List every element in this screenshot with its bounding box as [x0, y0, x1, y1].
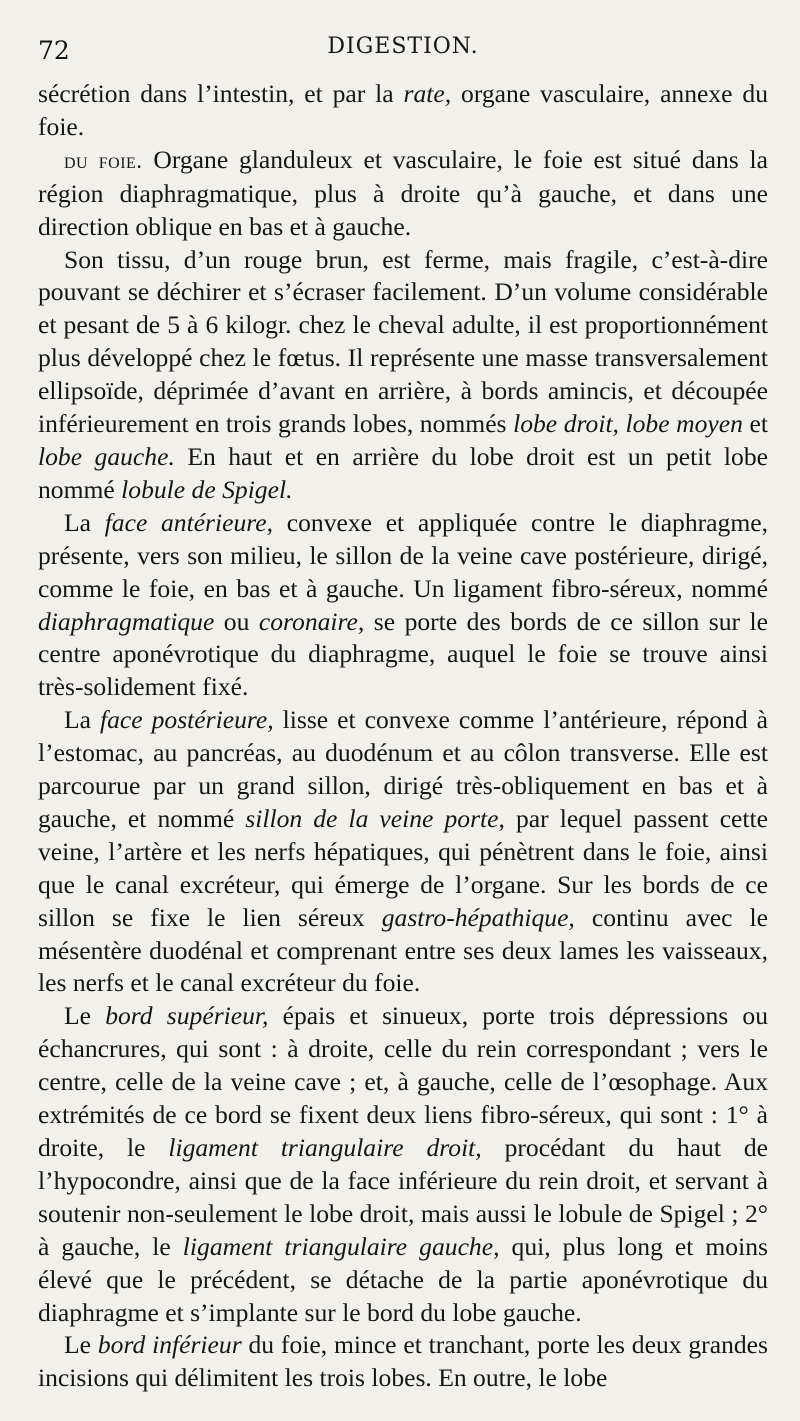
text-run: sécrétion dans l’intestin, et par la — [38, 79, 404, 108]
text-run: qui, plus long et moins élevé que le précédent, se détache de la partie aponévrotique du diaphragme et s’implante sur le bord du lobe gauche. — [38, 1231, 768, 1327]
italic-term: lobe droit, lobe moyen — [513, 409, 743, 439]
italic-term: face postérieure, — [100, 705, 274, 735]
paragraph — [38, 78, 768, 144]
text-run: En haut et en arrière du lobe droit est un petit lobe nommé — [38, 441, 768, 504]
section-heading: du foie. — [64, 147, 143, 173]
italic-term: lobule de Spigel. — [121, 474, 293, 504]
text-run: par lequel passent cette veine, l’artère et les nerfs hépatiques, qui pénètrent dans le foie, ainsi que le canal excréteur, qui émerge de l’organe. Sur les bords de ce sillon se fixe le lien séreux — [38, 803, 769, 932]
text-run: ou — [214, 606, 259, 636]
italic-term: lobe gauche. — [38, 441, 175, 471]
text-run: se porte des bords de ce sillon sur le centre aponévrotique du diaphragme, auquel le foie se trouve ainsi très-solidement fixé. — [38, 606, 768, 702]
text-run: du foie, mince et tranchant, porte les deux grandes incisions qui délimitent les trois lobes. En outre, le lobe — [38, 1330, 768, 1393]
page-number: 72 — [38, 36, 70, 65]
text-run: Le — [64, 1001, 106, 1031]
paragraph — [38, 1000, 768, 1329]
text-run: Le — [64, 1330, 98, 1360]
italic-term: sillon de la veine porte, — [245, 803, 505, 833]
body-text — [38, 78, 768, 1395]
italic-term: gastro-hépathique, — [381, 902, 575, 932]
italic-term: ligament triangulaire droit, — [168, 1133, 482, 1162]
italic-term: face antérieure, — [104, 507, 274, 537]
text-run: et — [742, 409, 768, 439]
paragraph — [38, 704, 768, 1000]
text-run: convexe et appliquée contre le diaphragme, présente, vers son milieu, le sillon de la veine cave postérieure, dirigé, comme le foie, en bas et à gauche. Un ligament fibro-séreux, nommé — [38, 507, 768, 603]
paragraph — [38, 507, 768, 704]
text-run: organe vasculaire, annexe du foie. — [38, 79, 768, 141]
text-run: Son tissu, d’un rouge brun, est ferme, mais fragile, c’est-à-dire pouvant se déchirer et s’écraser facilement. D’un volume considérable et pesant de 5 à 6 kilogr. chez le cheval adulte, il est proportionnément plus développé chez le fœtus. Il représente une masse transversalement ellipsoïde, déprimée d’avant en arrière, à bords amincis, et découpée inférieurement en trois grands lobes, nommés — [38, 244, 768, 439]
italic-term: ligament triangulaire gauche, — [182, 1231, 500, 1261]
italic-term: rate, — [403, 79, 452, 108]
page-header — [38, 30, 768, 78]
italic-term: diaphragmatique — [38, 606, 215, 636]
text-run: continu avec le mésentère duodénal et comprenant entre ses deux lames les vaisseaux, les nerfs et le canal excréteur du foie. — [38, 902, 768, 998]
italic-term: bord supérieur, — [105, 1001, 269, 1031]
italic-term: bord inférieur — [97, 1330, 242, 1360]
text-run: Organe glanduleux et vasculaire, le foie est situé dans la région diaphragmatique, plus à droite qu’à gauche, et dans une direction oblique en bas et à gauche. — [38, 144, 768, 241]
text-run: lisse et convexe comme l’antérieure, répond à l’estomac, au pancréas, au duodénum et au côlon transverse. Elle est parcourue par un grand sillon, dirigé très-obliquement en bas et à gauche, et nommé — [38, 705, 768, 833]
italic-term: coronaire, — [258, 606, 365, 636]
text-run: La — [64, 507, 105, 537]
paragraph — [38, 144, 768, 244]
text-run: La — [64, 705, 100, 735]
text-run: épais et sinueux, porte trois dépressions ou échancrures, qui sont : à droite, celle du rein correspondant ; vers le centre, celle de la veine cave ; et, à gauche, celle de l’œsophage. Aux extrémités de ce bord se fixent deux liens fibro-séreux, qui sont : 1° à droite, le — [38, 1001, 768, 1162]
paragraph — [38, 244, 768, 507]
paragraph — [38, 1329, 768, 1395]
running-title: DIGESTION. — [327, 34, 479, 59]
text-run: procédant du haut de l’hypocondre, ainsi que de la face inférieure du rein droit, et servant à soutenir non-seulement le lobe droit, mais aussi le lobule de Spigel ; 2° à gauche, le — [38, 1133, 768, 1261]
